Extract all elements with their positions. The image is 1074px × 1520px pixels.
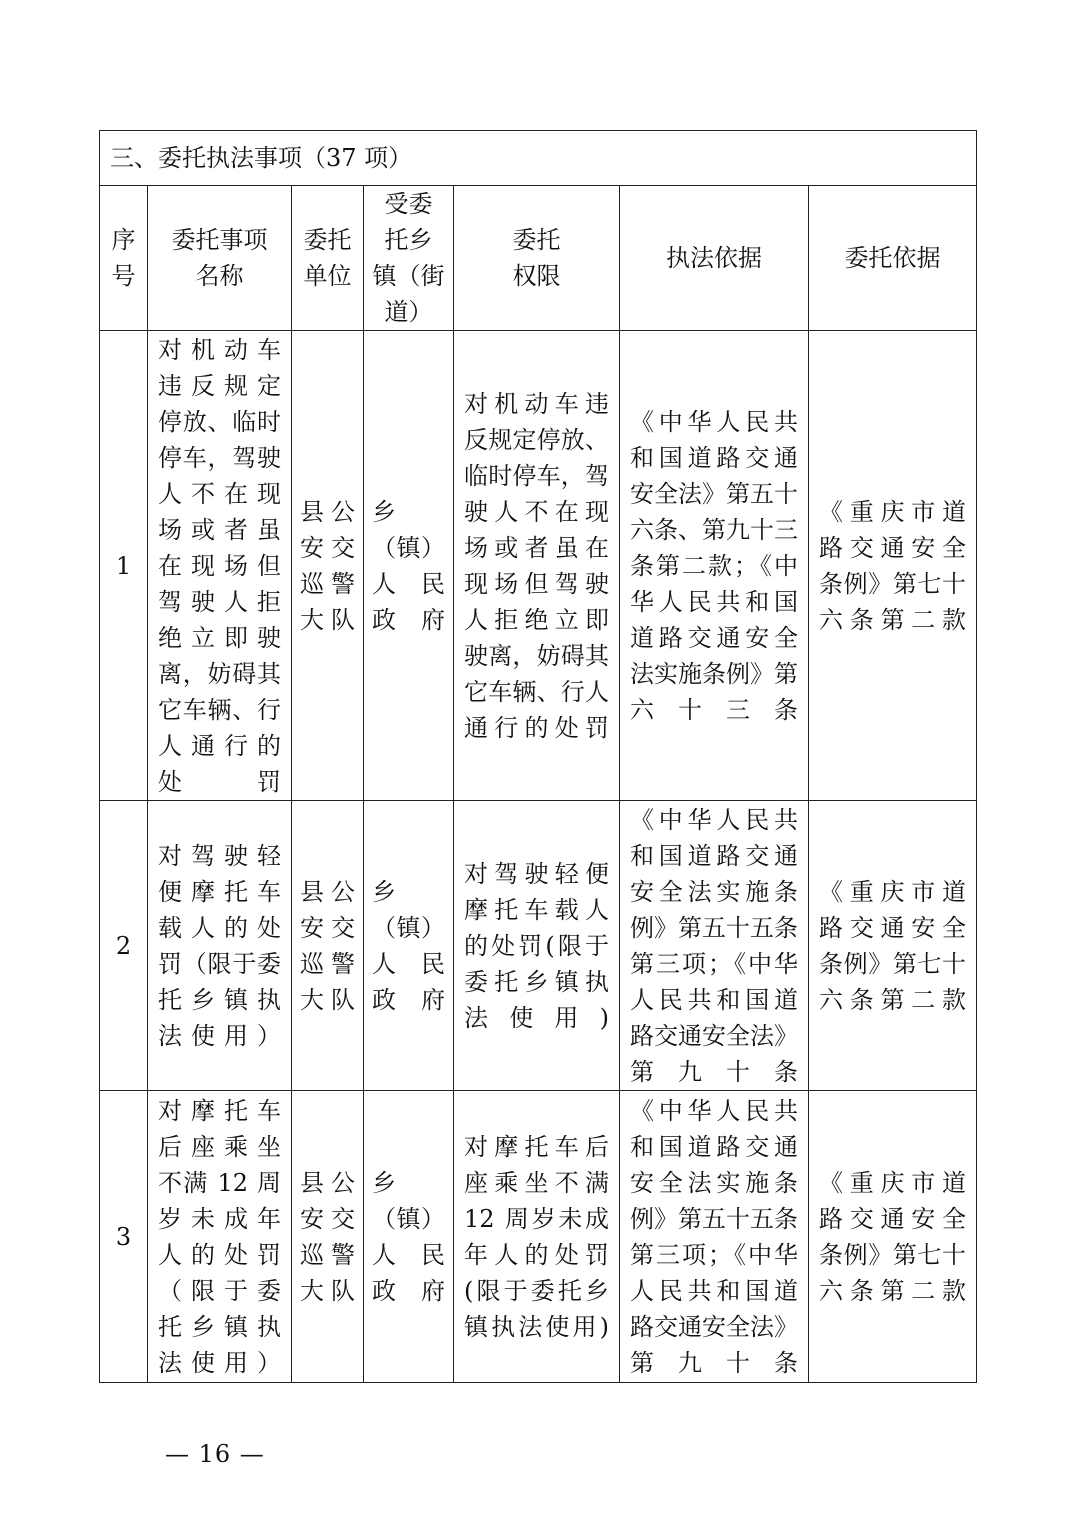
- entrusted-town-cell: [364, 331, 454, 801]
- entrust-basis: 《重庆市道 路交通安全 条例》第七十 六条第二款: [819, 497, 967, 634]
- enforcement-items-table: [99, 130, 977, 1383]
- section-title: 三、委托执法事项（37 项）: [110, 144, 413, 172]
- item-name: 对机动车 违反规定 停放、临时 停车，驾驶 人不在现 场或者虽 在现场但 驾驶人拒 绝立即驶 离，妨碍其 它车辆、行 人通行的 处罚: [158, 335, 281, 796]
- table-row: [100, 1091, 977, 1383]
- entrusting-unit-cell: [292, 801, 364, 1091]
- authority-cell: [454, 801, 620, 1091]
- header-cell-item-name: [148, 186, 292, 331]
- authority-cell: [454, 1091, 620, 1383]
- row-number: 2: [115, 931, 132, 960]
- law-basis: 《中华人民共 和国道路交通 安全法实施条 例》第五十五条 第三项；《中华 人民共和国道 路交通安全法》 第九十条: [630, 1096, 798, 1377]
- entrusting-unit: 县公 安交 巡警 大队: [300, 497, 355, 634]
- authority: 对机动车违 反规定停放、 临时停车，驾 驶人不在现 场或者虽在 现场但驾驶 人拒绝立即 驶离，妨碍其 它车辆、行人 通行的处罚: [464, 389, 609, 742]
- row-number: 3: [115, 1222, 132, 1251]
- item-name-cell: [148, 1091, 292, 1383]
- page-number: — 16 —: [165, 1440, 265, 1468]
- entrust-basis: 《重庆市道 路交通安全 条例》第七十 六条第二款: [819, 877, 967, 1014]
- entrusting-unit: 县公 安交 巡警 大队: [300, 1168, 355, 1305]
- header-cell-entrusting-unit: [292, 186, 364, 331]
- header-cell-authority: [454, 186, 620, 331]
- law-basis-cell: [620, 331, 809, 801]
- entrust-basis-cell: [809, 331, 977, 801]
- authority-cell: [454, 331, 620, 801]
- header-cell-entrusted-town: [364, 186, 454, 331]
- authority: 对驾驶轻便 摩托车载人 的处罚(限于 委托乡镇执 法使用): [464, 859, 609, 1032]
- entrusted-town-cell: [364, 1091, 454, 1383]
- entrusted-town: 乡 （镇） 人 民 政府: [372, 1168, 445, 1305]
- law-basis-cell: [620, 1091, 809, 1383]
- entrusting-unit-cell: [292, 1091, 364, 1383]
- section-title-cell: [100, 131, 977, 186]
- law-basis: 《中华人民共 和国道路交通 安全法实施条 例》第五十五条 第三项；《中华 人民共和国道 路交通安全法》 第九十条: [630, 805, 798, 1086]
- row-number-cell: [100, 1091, 148, 1383]
- header-item-name: 委托事项 名称: [171, 226, 268, 290]
- header-entrust-basis: 委托依据: [844, 244, 941, 272]
- entrust-basis: 《重庆市道 路交通安全 条例》第七十 六条第二款: [819, 1168, 967, 1305]
- entrusted-town: 乡 （镇） 人 民 政府: [372, 497, 445, 634]
- law-basis: 《中华人民共 和国道路交通 安全法》第五十 六条、第九十三 条第二款；《中 华人民共和国 道路交通安全 法实施条例》第 六十三条: [630, 407, 798, 724]
- entrust-basis-cell: [809, 1091, 977, 1383]
- item-name: 对驾驶轻 便摩托车 载人的处 罚（限于委 托乡镇执 法使用）: [158, 841, 281, 1050]
- item-name-cell: [148, 801, 292, 1091]
- header-entrusting-unit: 委托 单位: [303, 226, 352, 290]
- header-authority: 委托 权限: [512, 226, 561, 290]
- row-number-cell: [100, 801, 148, 1091]
- entrusted-town-cell: [364, 801, 454, 1091]
- table-row: [100, 331, 977, 801]
- entrusting-unit-cell: [292, 331, 364, 801]
- item-name-cell: [148, 331, 292, 801]
- row-number: 1: [115, 551, 132, 580]
- header-cell-serial: [100, 186, 148, 331]
- header-row: [100, 186, 977, 331]
- law-basis-cell: [620, 801, 809, 1091]
- item-name: 对摩托车 后座乘坐 不满 12 周 岁未成年 人的处罚 （限于委 托乡镇执 法使用）: [158, 1096, 281, 1377]
- header-cell-entrust-basis: [809, 186, 977, 331]
- authority: 对摩托车后 座乘坐不满 12 周岁未成 年人的处罚 (限于委托乡 镇执法使用): [464, 1132, 609, 1341]
- entrusting-unit: 县公 安交 巡警 大队: [300, 877, 355, 1014]
- section-title-row: [100, 131, 977, 186]
- entrust-basis-cell: [809, 801, 977, 1091]
- header-cell-law-basis: [620, 186, 809, 331]
- header-entrusted-town: 受委 托乡 镇（街 道）: [372, 190, 445, 326]
- entrusted-town: 乡 （镇） 人 民 政府: [372, 877, 445, 1014]
- table-row: [100, 801, 977, 1091]
- header-serial: 序 号: [111, 226, 136, 290]
- row-number-cell: [100, 331, 148, 801]
- header-law-basis: 执法依据: [666, 244, 762, 272]
